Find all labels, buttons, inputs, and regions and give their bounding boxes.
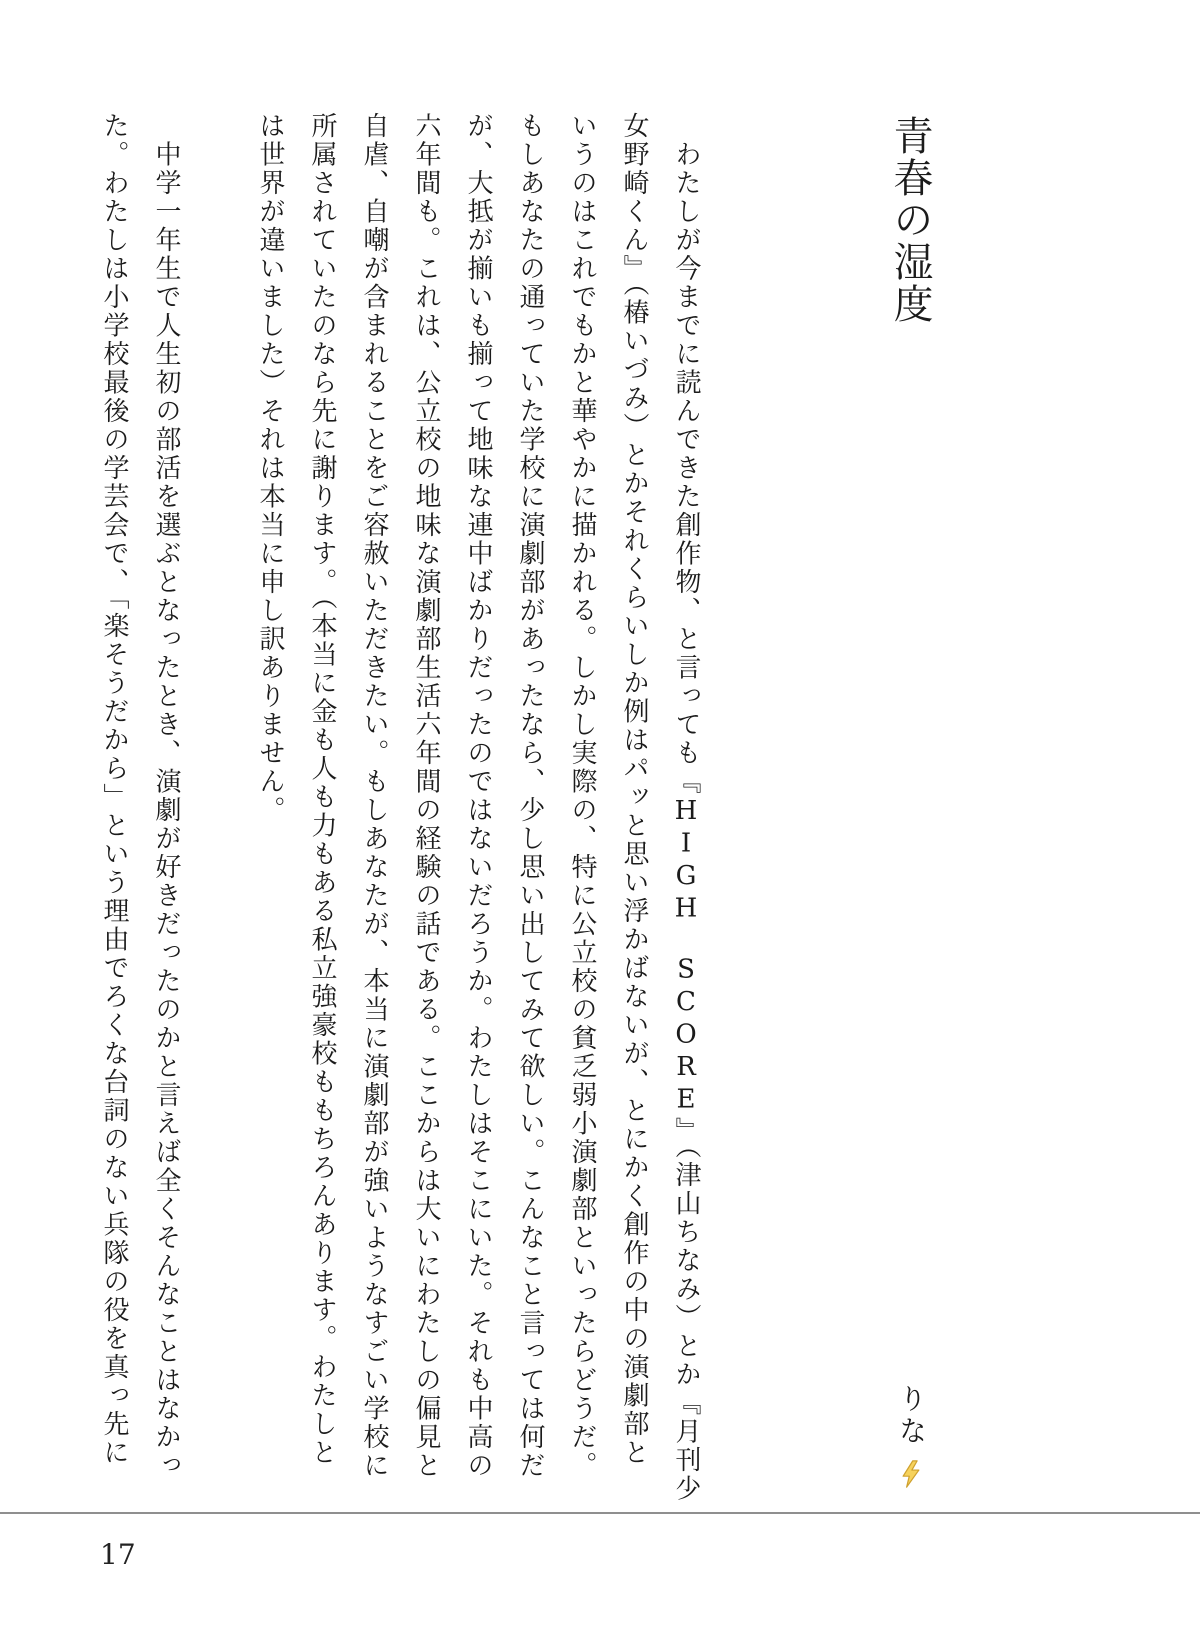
page-title: 青春の湿度 [887,115,933,325]
text-line: 自虐、自嘲が含まれることをご容赦いただきたい。もしあなたが、本当に演劇部が強いようなすごい学校に [359,112,389,1480]
paragraph [244,112,712,1503]
text-line: 所属されていたのなら先に謝ります。（本当に金も人も力もある私立強豪校ももちろんあります。わたしと [307,112,337,1467]
page-number: 17 [100,1538,136,1571]
text-line: た。わたしは小学校最後の学芸会で、「楽そうだから」という理由でろくな台詞のない兵隊の役を真っ先に [99,112,129,1467]
paragraph [88,112,192,1496]
author-name: りな [895,1384,928,1448]
text-line: わたしが今までに読んできた創作物、と言っても『HIGH SCORE』（津山ちなみ）とか『月刊少 [671,112,701,1503]
text-line: いうのはこれでもかと華やかに描かれる。しかし実際の、特に公立校の貧乏弱小演劇部といったらどうだ。 [567,112,597,1480]
text-line: 六年間も。これは、公立校の地味な演劇部生活六年間の経験の話である。ここからは大いにわたしの偏見と [411,112,441,1480]
text-line: は世界が違いました）それは本当に申し訳ありません。 [255,112,285,825]
body-text [88,112,712,1503]
text-line: が、大抵が揃いも揃って地味な連中ばかりだったのではないだろうか。わたしはそこにいた。それも中高の [463,112,493,1480]
text-line: もしあなたの通っていた学校に演劇部があったなら、少し思い出してみて欲しい。こんなこと言っては何だ [515,112,545,1480]
lightning-bolt-icon [900,1460,922,1488]
footer-rule [0,1512,1200,1514]
text-line: 中学一年生で人生初の部活を選ぶとなったとき、演劇が好きだったのかと言えば全くそんなことはなかっ [151,112,181,1480]
author-block [891,1384,931,1488]
text-line: 女野崎くん』（椿いづみ）とかそれくらいしか例はパッと思い浮かばないが、とにかく創作の中の演劇部と [619,112,649,1467]
